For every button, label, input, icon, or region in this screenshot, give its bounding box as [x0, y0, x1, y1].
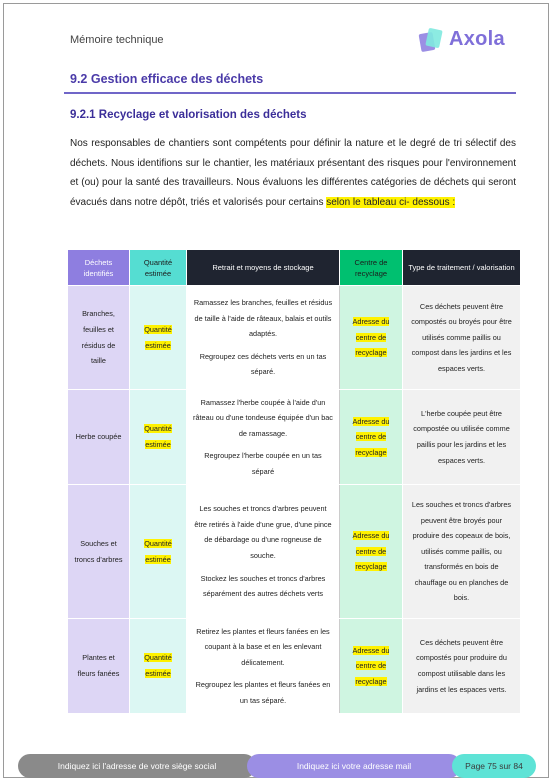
footer-page-number: Page 75 sur 84: [452, 754, 536, 778]
header-center: Centre de recyclage: [340, 250, 403, 286]
header-waste: Déchets identifiés: [68, 250, 130, 286]
cell-treatment: Ces déchets peuvent être compostés pour produire du compost utilisable dans les jardins et les espaces verts.: [403, 619, 521, 714]
logo-mark-icon: [418, 26, 446, 54]
header-removal: Retrait et moyens de stockage: [187, 250, 340, 286]
page-footer: [18, 754, 536, 778]
cell-waste: Branches, feuilles et résidus de taille: [68, 286, 130, 390]
table-row: [68, 485, 521, 619]
waste-table: [67, 249, 521, 714]
paragraph-text: Nos responsables de chantiers sont compétents pour définir la nature et le degré de tri sélectif des déchets. Nous identifions sur le chantier, les matériaux présentant des risques pour l'environnement et (ou) pour la santé des travailleurs. Nous évaluons les différentes catégories de déchets qui seront évacués dans notre dépôt, triés et valorisés pour certains: [70, 138, 516, 208]
heading-rule: [64, 92, 516, 94]
intro-paragraph: [70, 134, 516, 212]
cell-removal: Ramassez l'herbe coupée à l'aide d'un râteau ou d'une tondeuse équipée d'un bac de ramassage. Regroupez l'herbe coupée en un tas séparé: [187, 390, 340, 485]
footer-email: Indiquez ici votre adresse mail: [247, 754, 461, 778]
cell-waste: Herbe coupée: [68, 390, 130, 485]
cell-removal: Retirez les plantes et fleurs fanées en les coupant à la base et en les enlevant délicatement. Regroupez les plantes et fleurs fanées en un tas séparé.: [187, 619, 340, 714]
subsection-heading: 9.2.1 Recyclage et valorisation des déchets: [70, 109, 307, 121]
cell-removal: Les souches et troncs d'arbres peuvent être retirés à l'aide d'une grue, d'une pince de débardage ou d'une rogneuse de souche. Stockez les souches et troncs d'arbres séparément des autres déchets verts: [187, 485, 340, 619]
cell-quantity: Quantité estimée: [130, 619, 187, 714]
highlighted-text: selon le tableau ci- dessous :: [326, 196, 456, 208]
cell-removal: Ramassez les branches, feuilles et résidus de taille à l'aide de râteaux, balais et outils adaptés. Regroupez ces déchets verts en un tas séparé.: [187, 286, 340, 390]
cell-waste: Plantes et fleurs fanées: [68, 619, 130, 714]
table-header-row: [68, 250, 521, 286]
table-row: [68, 390, 521, 485]
cell-quantity: Quantité estimée: [130, 485, 187, 619]
cell-center: Adresse du centre de recyclage: [340, 390, 403, 485]
header-treatment: Type de traitement / valorisation: [403, 250, 521, 286]
company-logo: [418, 24, 518, 56]
table-row: [68, 619, 521, 714]
cell-center: Adresse du centre de recyclage: [340, 485, 403, 619]
footer-address: Indiquez ici l'adresse de votre siège social: [18, 754, 256, 778]
logo-text: Axola: [449, 28, 505, 50]
cell-treatment: Les souches et troncs d'arbres peuvent être broyés pour produire des copeaux de bois, utilisés comme paillis, ou transformés en bois de chauffage ou en planches de bois.: [403, 485, 521, 619]
cell-treatment: L'herbe coupée peut être compostée ou utilisée comme paillis pour les jardins et les espaces verts.: [403, 390, 521, 485]
cell-treatment: Ces déchets peuvent être compostés ou broyés pour être utilisés comme paillis ou compost dans les jardins et les espaces verts.: [403, 286, 521, 390]
header-quantity: Quantité estimée: [130, 250, 187, 286]
cell-quantity: Quantité estimée: [130, 286, 187, 390]
section-heading: 9.2 Gestion efficace des déchets: [70, 72, 264, 86]
cell-waste: Souches et troncs d'arbres: [68, 485, 130, 619]
table-row: [68, 286, 521, 390]
cell-quantity: Quantité estimée: [130, 390, 187, 485]
cell-center: Adresse du centre de recyclage: [340, 286, 403, 390]
cell-center: Adresse du centre de recyclage: [340, 619, 403, 714]
document-label: Mémoire technique: [70, 34, 164, 46]
